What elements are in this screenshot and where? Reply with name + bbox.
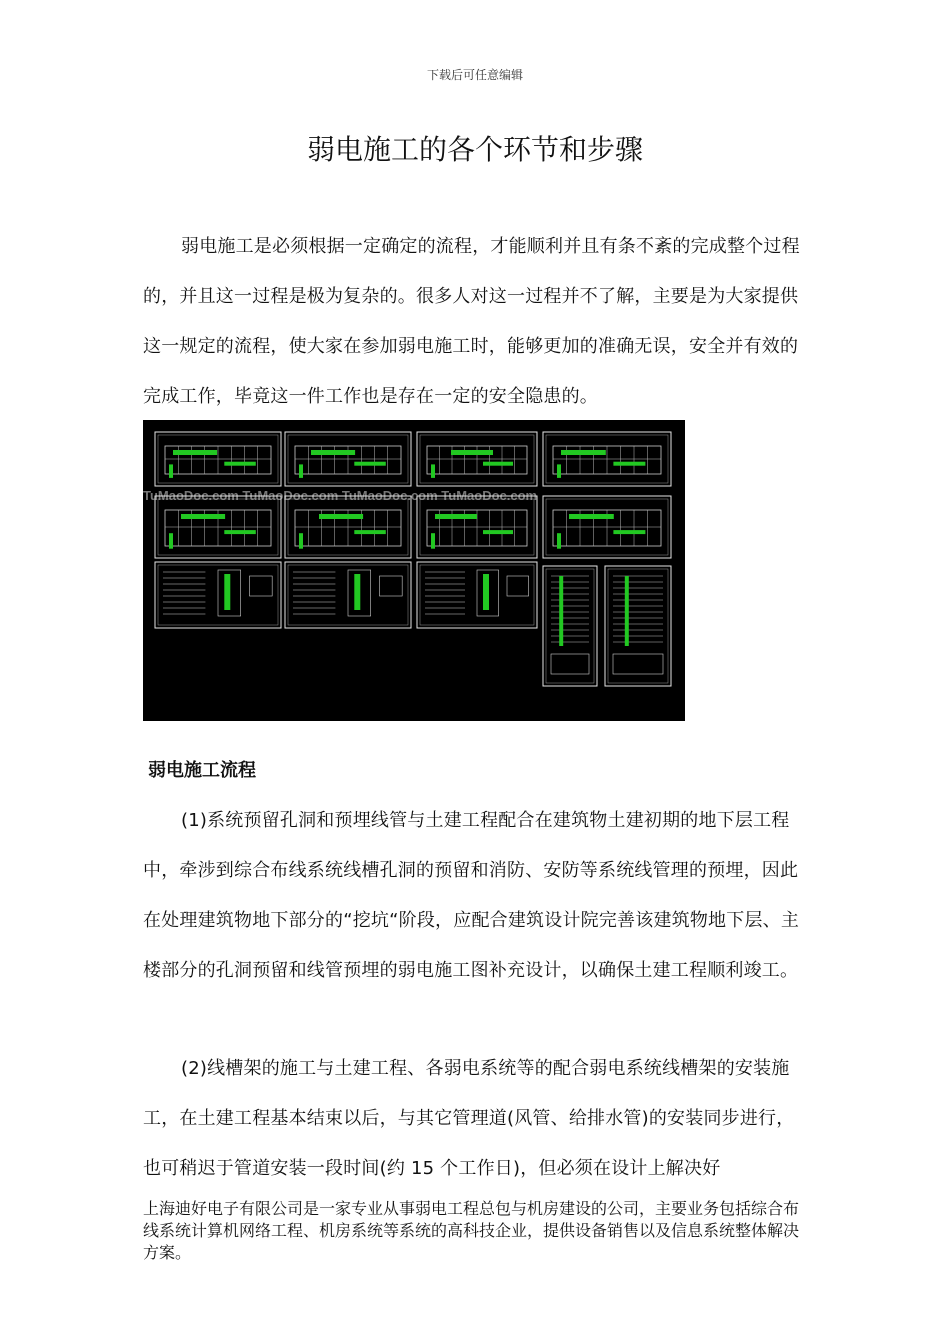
- cad-sheet: [285, 562, 411, 628]
- cad-sheet: [543, 496, 671, 558]
- header-note: 下载后可任意编辑: [426, 68, 523, 82]
- cad-sheet: [155, 432, 281, 486]
- page-title: 弱电施工的各个环节和步骤: [306, 133, 643, 166]
- cad-sheet: [417, 562, 537, 628]
- cad-sheet: [417, 496, 537, 558]
- cad-sheet: [285, 496, 411, 558]
- cad-sheet: [543, 566, 597, 686]
- cad-drawing-image: [143, 420, 685, 721]
- cad-sheet: [543, 432, 671, 486]
- cad-sheet: [155, 496, 281, 558]
- step-1-paragraph: (1)系统预留孔洞和预埋线管与土建工程配合在建筑物土建初期的地下层工程中，牵涉到综合布线系统线槽孔洞的预留和消防、安防等系统线管理的预埋，因此在处理建筑物地下部分的“挖坑“阶段，应配合建筑设计院完善该建筑物地下层、主楼部分的孔洞预留和线管预埋的弱电施工图补充设计，以确保土建工程顺利竣工。: [143, 810, 800, 981]
- watermark-text: TuMaoDoc.com TuMaoDoc.com TuMaoDoc.com TuMaoDoc.com: [143, 488, 538, 503]
- cad-sheet: [605, 566, 671, 686]
- footer-company-note: 上海迪好电子有限公司是一家专业从事弱电工程总包与机房建设的公司，主要业务包括综合布线系统计算机网络工程、机房系统等系统的高科技企业，提供设备销售以及信息系统整体解决方案。: [143, 1199, 800, 1262]
- cad-sheet: [155, 562, 281, 628]
- section-heading: 弱电施工流程: [148, 760, 256, 781]
- cad-sheet: [417, 432, 537, 486]
- intro-paragraph: 弱电施工是必须根据一定确定的流程，才能顺利并且有条不紊的完成整个过程的，并且这一过程是极为复杂的。很多人对这一过程并不了解，主要是为大家提供这一规定的流程，使大家在参加弱电施工时，能够更加的准确无误，安全并有效的完成工作，毕竟这一件工作也是存在一定的安全隐患的。: [143, 236, 800, 407]
- step-2-paragraph: (2)线槽架的施工与土建工程、各弱电系统等的配合弱电系统线槽架的安装施工，在土建工程基本结束以后，与其它管理道(风管、给排水管)的安装同步进行，也可稍迟于管道安装一段时间(约 15 个工作日)，但必须在设计上解决好: [143, 1058, 795, 1179]
- cad-sheet: [285, 432, 411, 486]
- cad-drawing-canvas: [143, 420, 685, 721]
